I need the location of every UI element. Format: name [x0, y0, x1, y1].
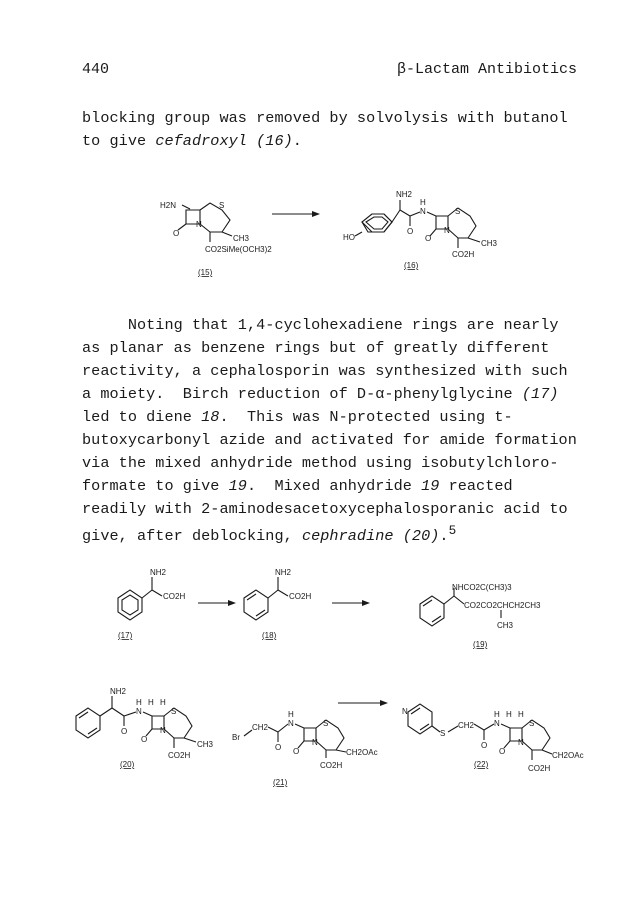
s-label: S: [529, 719, 535, 728]
compound-20: [76, 687, 214, 769]
o-label: O: [293, 747, 300, 756]
ho-label: HO: [343, 233, 355, 242]
h-label: H: [288, 710, 294, 719]
caption-15: (15): [198, 268, 213, 277]
n-label: N: [420, 207, 426, 216]
o-label: O: [425, 234, 432, 243]
caption-22: (22): [474, 760, 489, 769]
n-label: N: [288, 719, 294, 728]
s-label: S: [323, 719, 329, 728]
n-label: N: [136, 707, 142, 716]
para2-line8: [82, 477, 513, 495]
para2-line9: readily with 2-aminodesacetoxycephalosporanic acid to: [82, 500, 568, 518]
h-label: H: [148, 698, 154, 707]
para2-line5: [82, 408, 513, 426]
co2h-label: CO2H: [163, 592, 186, 601]
ch3-label: CH3: [481, 239, 498, 248]
text-fragment: . This was N-protected using t-: [219, 408, 513, 426]
n-label: N: [444, 226, 450, 235]
para2-line10: [82, 523, 456, 545]
ch3-label: CH3: [497, 621, 514, 630]
ch2-label: CH2: [458, 721, 475, 730]
caption-18: (18): [262, 631, 277, 640]
caption-16: (16): [404, 261, 419, 270]
text-fragment: led to diene: [82, 408, 202, 426]
h-label: H: [506, 710, 512, 719]
co2h-label: CO2H: [320, 761, 343, 770]
nh2-label: NH2: [396, 190, 413, 199]
s-label: S: [219, 201, 225, 210]
caption-21: (21): [273, 778, 288, 787]
pyridine-n-label: N: [402, 707, 408, 716]
nh2-label: NH2: [150, 568, 167, 577]
o-label: O: [407, 227, 414, 236]
h-label: H: [420, 198, 426, 207]
n-label: N: [160, 726, 166, 735]
h-label: H: [518, 710, 524, 719]
co2h-label: CO2H: [452, 250, 475, 259]
h-label: H: [136, 698, 142, 707]
text-fragment: a moiety. Birch reduction of D-α-phenylglycine: [82, 385, 522, 403]
anhydride-label: CO2CO2CHCH2CH3: [464, 601, 541, 610]
co2h-label: CO2H: [289, 592, 312, 601]
compound-18: [244, 568, 311, 640]
h2n-label: H2N: [160, 201, 177, 210]
s-label: S: [171, 707, 177, 716]
o-label: O: [141, 735, 148, 744]
o-label: O: [173, 229, 180, 238]
italic-ref: (17): [521, 385, 559, 403]
para2-line1: Noting that 1,4-cyclohexadiene rings are nearly: [82, 316, 559, 334]
o-label: O: [499, 747, 506, 756]
ch3-label: CH3: [197, 740, 214, 749]
text-fragment: give, after deblocking,: [82, 527, 302, 546]
s-label: S: [455, 207, 461, 216]
co2h-label: CO2H: [528, 764, 551, 773]
text-fragment: reacted: [439, 477, 513, 495]
para2-line4: [82, 385, 559, 403]
h-label: H: [494, 710, 500, 719]
para1-line1: blocking group was removed by solvolysis with butanol: [82, 109, 568, 127]
n-label: N: [494, 719, 500, 728]
co2h-label: CO2H: [168, 751, 191, 760]
nhboc-label: NHCO2C(CH3)3: [452, 583, 512, 592]
o-label: O: [275, 743, 282, 752]
nh2-label: NH2: [275, 568, 292, 577]
n-label: N: [196, 220, 202, 229]
o-label: O: [121, 727, 128, 736]
compound-17: [118, 568, 185, 640]
caption-17: (17): [118, 631, 133, 640]
text-fragment: .: [439, 527, 449, 546]
compound-19: [420, 583, 541, 649]
cefadroxyl-italic: cefadroxyl (16): [155, 132, 293, 150]
page-number: 440: [82, 61, 110, 78]
running-title: β-Lactam Antibiotics: [397, 61, 578, 78]
text-fragment: formate to give: [82, 477, 229, 495]
ch2oac-label: CH2OAc: [552, 751, 584, 760]
caption-19: (19): [473, 640, 488, 649]
o-label: O: [481, 741, 488, 750]
para1-line2: [82, 132, 302, 150]
n-label: N: [518, 738, 524, 747]
para2-line2: as planar as benzene rings but of greatly different: [82, 339, 550, 357]
n-label: N: [312, 738, 318, 747]
para2-line7: via the mixed anhydride method using isobutylchloro-: [82, 454, 559, 472]
compound-22: [402, 704, 584, 773]
italic-ref: 18: [201, 408, 220, 426]
text-fragment: . Mixed anhydride: [246, 477, 422, 495]
para2-line3: reactivity, a cephalosporin was synthesized with such: [82, 362, 568, 380]
compound-16: [343, 190, 498, 270]
compound-15: [160, 201, 272, 277]
br-label: Br: [232, 733, 240, 742]
ch2-label: CH2: [252, 723, 269, 732]
ch2oac-label: CH2OAc: [346, 748, 378, 757]
ester-label: CO2SiMe(OCH3)2: [205, 245, 272, 254]
italic-ref: 19: [228, 477, 247, 495]
text-fragment: to give: [82, 132, 156, 150]
h-label: H: [160, 698, 166, 707]
text-fragment: .: [292, 132, 302, 150]
s-label: S: [440, 729, 446, 738]
cephradine-italic: cephradine (20): [301, 527, 440, 546]
italic-ref: 19: [421, 477, 440, 495]
ch3-label: CH3: [233, 234, 250, 243]
nh2-label: NH2: [110, 687, 127, 696]
caption-20: (20): [120, 760, 135, 769]
compound-21: [232, 710, 378, 787]
footnote-ref: 5: [448, 523, 457, 538]
para2-line6: butoxycarbonyl azide and activated for amide formation: [82, 431, 577, 449]
